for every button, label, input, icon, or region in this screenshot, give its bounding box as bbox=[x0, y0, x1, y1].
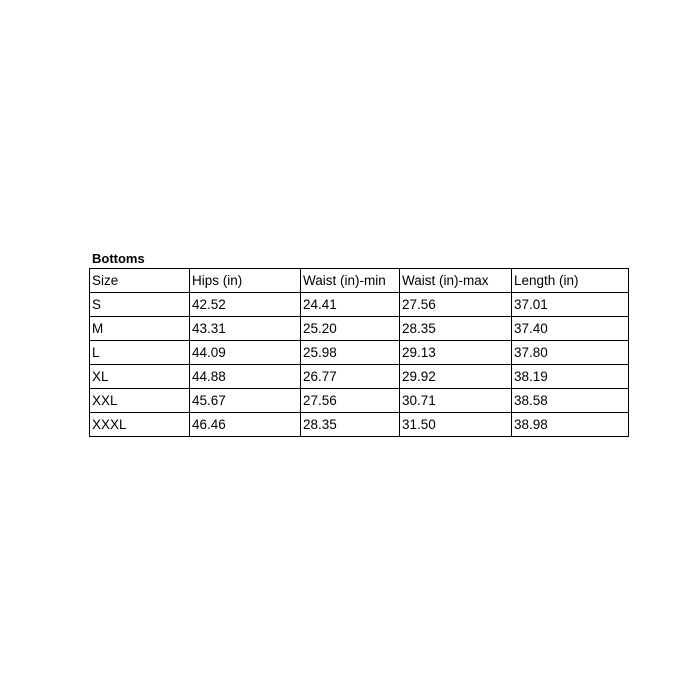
waist-min-cell: 28.35 bbox=[301, 413, 400, 437]
length-cell: 37.80 bbox=[512, 341, 629, 365]
waist-max-cell: 29.92 bbox=[400, 365, 512, 389]
table-row bbox=[90, 293, 629, 317]
size-cell: S bbox=[90, 293, 190, 317]
hips-cell: 44.09 bbox=[190, 341, 301, 365]
header-row bbox=[90, 269, 629, 293]
size-cell: XXXL bbox=[90, 413, 190, 437]
waist-max-cell: 29.13 bbox=[400, 341, 512, 365]
size-chart bbox=[89, 250, 629, 437]
waist-max-cell: 30.71 bbox=[400, 389, 512, 413]
size-cell: XL bbox=[90, 365, 190, 389]
table-row bbox=[90, 365, 629, 389]
size-cell: L bbox=[90, 341, 190, 365]
size-table bbox=[89, 268, 629, 437]
waist-min-cell: 24.41 bbox=[301, 293, 400, 317]
waist-min-cell: 25.98 bbox=[301, 341, 400, 365]
table-body bbox=[90, 269, 629, 437]
header-cell-length: Length (in) bbox=[512, 269, 629, 293]
table-row bbox=[90, 389, 629, 413]
size-cell: XXL bbox=[90, 389, 190, 413]
waist-max-cell: 31.50 bbox=[400, 413, 512, 437]
length-cell: 38.98 bbox=[512, 413, 629, 437]
table-row bbox=[90, 341, 629, 365]
hips-cell: 42.52 bbox=[190, 293, 301, 317]
hips-cell: 46.46 bbox=[190, 413, 301, 437]
waist-max-cell: 27.56 bbox=[400, 293, 512, 317]
length-cell: 37.01 bbox=[512, 293, 629, 317]
waist-min-cell: 25.20 bbox=[301, 317, 400, 341]
hips-cell: 44.88 bbox=[190, 365, 301, 389]
table-title: Bottoms bbox=[92, 251, 145, 266]
length-cell: 38.19 bbox=[512, 365, 629, 389]
hips-cell: 45.67 bbox=[190, 389, 301, 413]
header-cell-size: Size bbox=[90, 269, 190, 293]
waist-max-cell: 28.35 bbox=[400, 317, 512, 341]
waist-min-cell: 26.77 bbox=[301, 365, 400, 389]
waist-min-cell: 27.56 bbox=[301, 389, 400, 413]
table-row bbox=[90, 413, 629, 437]
header-cell-waist-min: Waist (in)-min bbox=[301, 269, 400, 293]
header-cell-hips: Hips (in) bbox=[190, 269, 301, 293]
header-cell-waist-max: Waist (in)-max bbox=[400, 269, 512, 293]
size-cell: M bbox=[90, 317, 190, 341]
length-cell: 38.58 bbox=[512, 389, 629, 413]
length-cell: 37.40 bbox=[512, 317, 629, 341]
hips-cell: 43.31 bbox=[190, 317, 301, 341]
table-row bbox=[90, 317, 629, 341]
